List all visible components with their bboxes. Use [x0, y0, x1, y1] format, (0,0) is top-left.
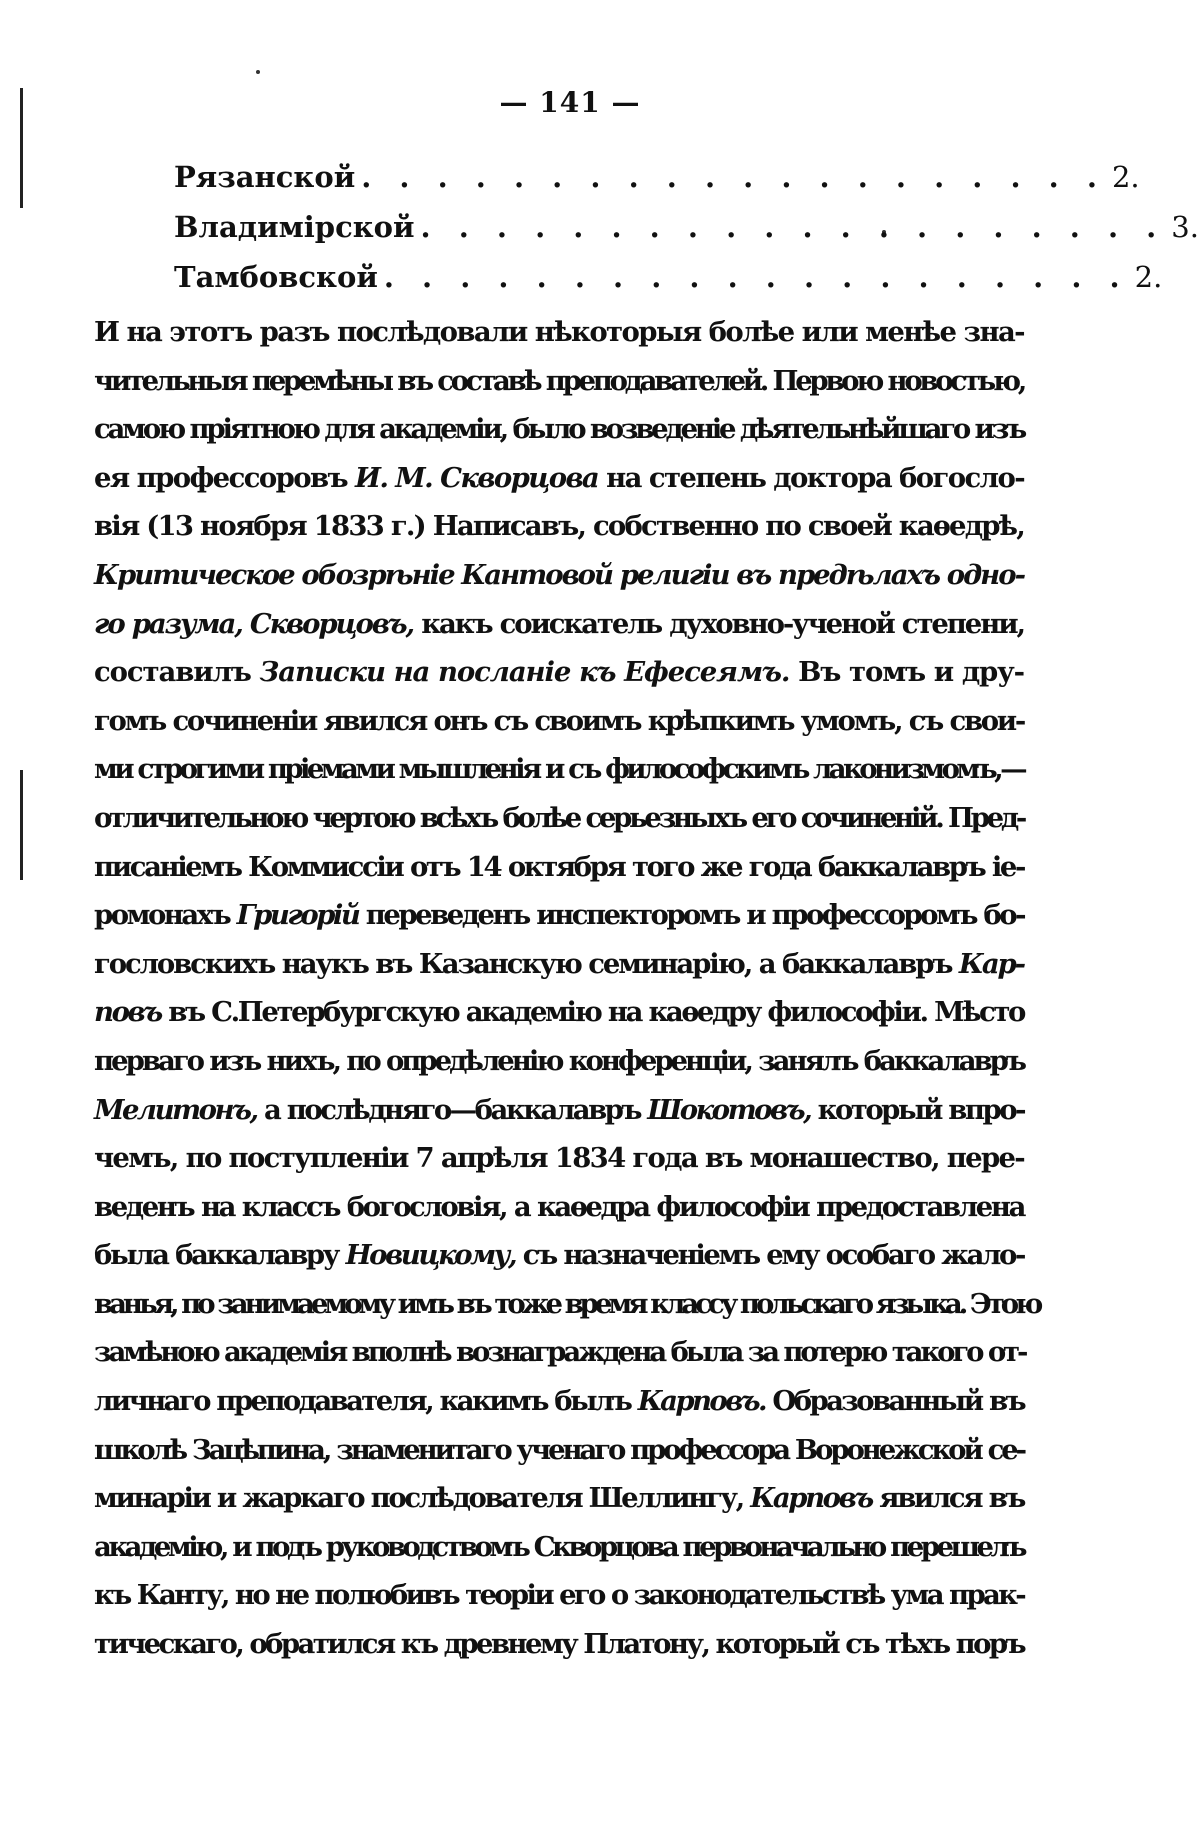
page-number: — 141 —: [499, 86, 641, 119]
italic-text-segment: Карповъ.: [637, 1385, 765, 1418]
list-item-value: 2.: [1111, 160, 1140, 194]
text-line: [94, 1037, 1024, 1086]
text-line: [94, 1134, 1024, 1183]
text-line: [94, 697, 1024, 746]
text-segment: писаніемъ Коммиссіи отъ 14 октября того же года баккалавръ іе-: [94, 850, 1024, 883]
text-line: [94, 988, 1024, 1037]
text-line: [94, 745, 1024, 794]
text-segment: ея профессоровъ: [94, 461, 355, 494]
text-line: [94, 308, 1024, 357]
text-segment: Въ томъ и дру-: [789, 656, 1024, 689]
text-segment: явился въ: [871, 1482, 1024, 1515]
list-item-name: Владимірской: [174, 210, 415, 244]
text-line: [94, 794, 1024, 843]
scan-edge-mark: [20, 770, 23, 880]
text-segment: который впро-: [810, 1093, 1024, 1126]
italic-text-segment: Критическое обозрѣніе Кантовой религіи въ предѣлахъ одно-: [94, 558, 1024, 591]
list-item-name: Тамбовской: [174, 260, 378, 294]
list-item: [174, 210, 1199, 260]
text-segment: къ Канту, но не полюбивъ теоріи его о законодательствѣ ума прак-: [94, 1579, 1024, 1612]
list-item-name: Рязанской: [174, 160, 356, 194]
text-segment: И на этотъ разъ послѣдовали нѣкоторыя болѣе или менѣе зна-: [94, 316, 1024, 348]
text-line: [94, 1474, 1024, 1523]
text-segment: ванья, по занимаемому имъ въ тоже время классу польскаго языка. Этою: [94, 1287, 1040, 1320]
text-segment: гомъ сочиненіи явился онъ съ своимъ крѣпкимъ умомъ, съ свои-: [94, 704, 1024, 737]
diocese-list: [174, 160, 1199, 310]
text-segment: чительныя перемѣны въ составѣ преподавателей. Первою новостью,: [94, 364, 1024, 397]
text-segment: веденъ на классъ богословія, а каѳедра философіи предоставлена: [94, 1190, 1024, 1223]
text-line: [94, 843, 1024, 892]
list-item: [174, 160, 1140, 210]
body-paragraph: [94, 308, 1040, 1669]
text-line: [94, 1377, 1024, 1426]
text-segment: переведенъ инспекторомъ и профессоромъ бо-: [358, 899, 1025, 932]
text-line: [94, 891, 1024, 940]
text-segment: была баккалавру: [94, 1239, 346, 1272]
leader-dots: . . . . . . . . . . . . . . . . . . . .: [420, 210, 1166, 244]
italic-text-segment: Шокотовъ,: [647, 1093, 811, 1126]
text-line: [94, 1231, 1024, 1280]
text-segment: минаріи и жаркаго послѣдователя Шеллингу,: [94, 1482, 751, 1515]
text-segment: ромонахъ: [94, 899, 237, 932]
text-segment: составилъ: [94, 656, 260, 689]
text-line: [94, 940, 1024, 989]
text-line: [94, 357, 1024, 406]
italic-text-segment: Карповъ: [750, 1482, 872, 1515]
text-line: [94, 1523, 1024, 1572]
text-line: [94, 1328, 1024, 1377]
text-line: [94, 1086, 1024, 1135]
text-line: [94, 405, 1024, 454]
text-segment: какъ соискатель духовно-ученой степени,: [413, 607, 1024, 640]
text-line: [94, 551, 1024, 600]
text-segment: ми строгими пріемами мышленія и съ философскимъ лаконизмомъ,—: [94, 753, 1024, 786]
text-line: [94, 1620, 1024, 1669]
text-segment: академію, и подъ руководствомъ Скворцова первоначально перешелъ: [94, 1530, 1024, 1563]
text-segment: замѣною академія вполнѣ вознаграждена была за потерю такого от-: [94, 1336, 1026, 1369]
text-segment: вія (13 ноября 1833 г.) Написавъ, собственно по своей каѳедрѣ,: [94, 510, 1024, 543]
leader-dots: . . . . . . . . . . . . . . . . . . . .: [361, 160, 1106, 194]
italic-text-segment: И. М. Скворцова: [354, 461, 599, 494]
text-segment: гословскихъ наукъ въ Казанскую семинарію, а баккалавръ: [94, 947, 959, 980]
text-segment: а послѣдняго—баккалавръ: [256, 1093, 648, 1126]
text-segment: Образованный въ: [764, 1385, 1024, 1418]
italic-text-segment: повъ: [94, 996, 161, 1029]
text-line: [94, 1571, 1024, 1620]
text-line: [94, 648, 1024, 697]
text-line: [94, 1426, 1024, 1475]
text-segment: чемъ, по поступленіи 7 апрѣля 1834 года въ монашество, пере-: [94, 1142, 1024, 1175]
italic-text-segment: Новицкому,: [345, 1239, 516, 1272]
text-segment: отличительною чертою всѣхъ болѣе серьезныхъ его сочиненій. Пред-: [94, 801, 1024, 834]
text-line: [94, 502, 1024, 551]
list-item: [174, 260, 1163, 310]
text-segment: личнаго преподавателя, какимъ былъ: [94, 1385, 638, 1418]
italic-text-segment: Записки на посланіе къ Ефесеямъ.: [259, 656, 790, 689]
list-item-value: 3.: [1171, 210, 1199, 244]
italic-text-segment: Григорій: [236, 899, 359, 932]
text-line: [94, 1280, 1040, 1329]
text-line: [94, 454, 1024, 503]
text-segment: въ С.Петербургскую академію на каѳедру философіи. Мѣсто: [160, 996, 1024, 1029]
text-segment: съ назначеніемъ ему особаго жало-: [515, 1239, 1024, 1272]
italic-text-segment: го разума, Скворцовъ,: [94, 607, 414, 640]
text-segment: школѣ Зацѣпина, знаменитаго ученаго профессора Воронежской се-: [94, 1433, 1024, 1466]
leader-dots: . . . . . . . . . . . . . . . . . . . .: [383, 260, 1129, 294]
text-line: [94, 600, 1024, 649]
text-segment: тическаго, обратился къ древнему Платону, который съ тѣхъ поръ: [94, 1628, 1024, 1661]
text-segment: перваго изъ нихъ, по опредѣленію конференціи, занялъ баккалавръ: [94, 1044, 1024, 1077]
scan-speck: [256, 70, 260, 74]
list-item-value: 2.: [1134, 260, 1163, 294]
text-segment: на степень доктора богосло-: [598, 461, 1025, 494]
text-line: [94, 1183, 1024, 1232]
text-segment: самою пріятною для академіи, было возведеніе дѣятельнѣйшаго изъ: [94, 413, 1024, 446]
italic-text-segment: Кар-: [958, 947, 1024, 980]
italic-text-segment: Мелитонъ,: [94, 1093, 257, 1126]
